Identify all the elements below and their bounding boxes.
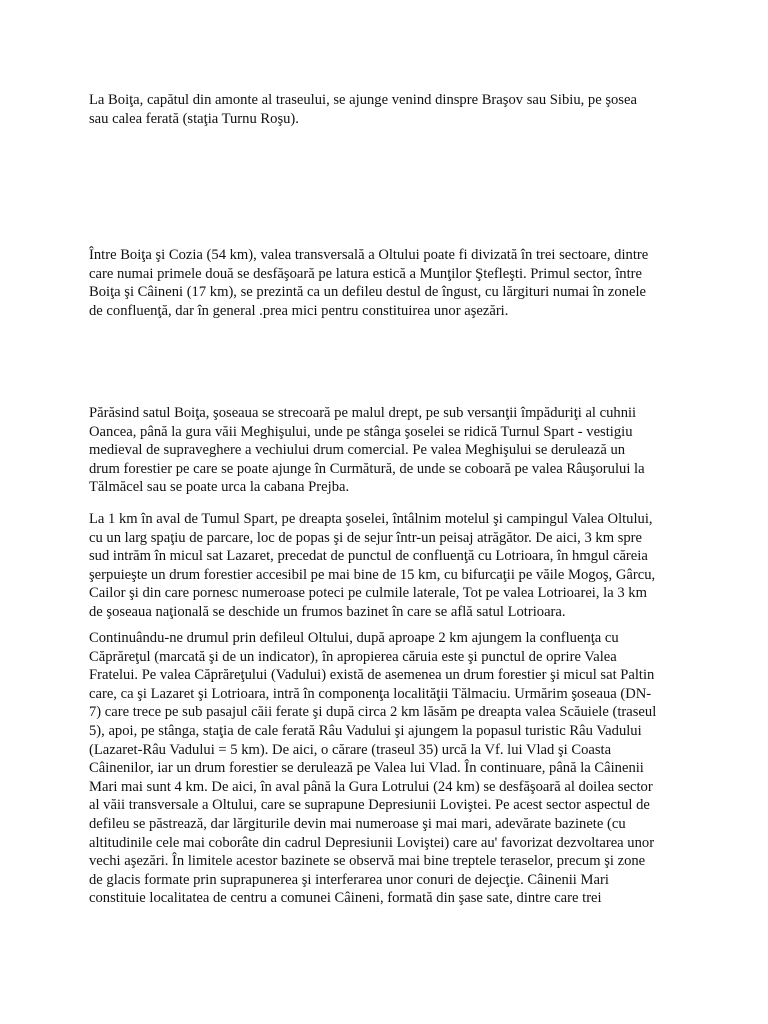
text-line: Boiţa şi Câineni (17 km), se prezintă ca un defileu destul de îngust, cu lărgituri numai în zonele [89, 284, 646, 301]
text-line: Continuându-ne drumul prin defileul Oltului, după aproape 2 km ajungem la confluenţa cu [89, 630, 619, 646]
text-line: medieval de supraveghere a vechiului drum comercial. Pe valea Meghişului se derulează un [89, 442, 626, 459]
text-line: Câinenilor, iar un drum forestier se derulează pe Valea lui Vlad. În continuare, până la Câinenii [89, 760, 644, 777]
text-line: Căprăreţul (marcată şi de un indicator), în apropierea căruia este şi punctul de oprire Valea [89, 648, 617, 665]
text-line: sud intrăm în micul sat Lazaret, precedat de punctul de confluenţă cu Lotrioara, în hmgul căreia [89, 548, 648, 565]
text-line: al văii transversale a Oltului, care se suprapune Depresiunii Loviştei. Pe acest sector aspectul de [89, 797, 650, 814]
text-line: defileu se păstrează, dar lărgiturile devin mai numeroase şi mai mari, adevărate bazinete (cu [89, 815, 626, 832]
paragraph-boita-access [89, 91, 695, 128]
text-line: care, ca şi Lazaret şi Lotrioara, intră în componenţa localităţii Tălmaciu. Urmărim şoseaua (DN- [89, 685, 652, 702]
text-line: Fratelui. Pe valea Căprăreţului (Vadului) există de asemenea un drum forestier şi micul sat Paltin [89, 667, 655, 684]
paragraph-sectors [89, 246, 695, 320]
text-line: Cailor şi din care pornesc numeroase poteci pe culmile laterale, Tot pe valea Lotrioarei, la 3 km [89, 585, 647, 602]
text-line: La Boiţa, capătul din amonte al traseului, se ajunge venind dinspre Braşov sau Sibiu, pe şosea [89, 92, 637, 108]
text-line: de glacis formate prin suprapunerea şi interferarea unor conuri de dejecţie. Câinenii Mari [89, 871, 609, 888]
text-line: şerpuieşte un drum forestier accesibil pe mai bine de 15 km, cu bifurcaţii pe văile Mogoş, Gârcu, [89, 566, 656, 583]
text-line: cu un larg spaţiu de parcare, loc de popas şi de sejur într-un peisaj atrăgător. De aici, 3 km spre [89, 529, 643, 546]
text-line: 5), apoi, pe stânga, staţia de cale ferată Râu Vadului şi ajungem la popasul turistic Râu Vadului [89, 722, 642, 739]
text-line: vechi aşezări. În limitele acestor bazinete se observă mai bine treptele teraselor, precum şi zone [89, 853, 646, 870]
text-line: Tălmăcel sau se poate urca la cabana Prejba. [89, 479, 350, 496]
text-line: de confluenţă, dar în general .prea mici pentru constituirea unor aşezări. [89, 302, 509, 319]
text-line: altitudinile cele mai coborâte din cadrul Depresiunii Loviştei) care au' favorizat dezvoltarea unor [89, 834, 655, 851]
text-line: Oancea, până la gura văii Meghişului, unde pe stânga şoselei se ridică Turnul Spart - vestigiu [89, 423, 633, 440]
text-line: care numai primele două se desfăşoară pe latura estică a Munţilor Ştefleşti. Primul sector, între [89, 265, 642, 282]
paragraph-lazaret-lotrioara [89, 510, 695, 622]
text-line: 7) care trece pe sub pasajul căii ferate şi după circa 2 km lăsăm pe dreapta valea Scăuiele (traseul [89, 704, 657, 721]
text-line: de şoseaua naţională se deschide un frumos bazinet în care se află satul Lotrioara. [89, 603, 566, 620]
text-line: (Lazaret-Râu Vadului = 5 km). De aici, o cărare (traseul 35) urcă la Vf. lui Vlad şi Coasta [89, 741, 612, 758]
text-line: Părăsind satul Boiţa, şoseaua se strecoară pe malul drept, pe sub versanţii împăduriţi al cuhnii [89, 405, 637, 421]
text-line: La 1 km în aval de Tumul Spart, pe dreapta şoselei, întâlnim motelul şi campingul Valea Oltului, [89, 511, 653, 527]
text-line: sau calea ferată (staţia Turnu Roşu). [89, 110, 299, 127]
text-line: Mari mai sunt 4 km. De aici, în aval până la Gura Lotrului (24 km) se desfăşoară al doilea sector [89, 778, 653, 795]
paragraph-caprăreț-caineni [89, 629, 695, 908]
text-line: Între Boiţa şi Cozia (54 km), valea transversală a Oltului poate fi divizată în trei sectoare, dintre [89, 247, 649, 263]
text-line: drum forestier pe care se poate ajunge în Curmătură, de unde se coboară pe valea Râuşorului la [89, 460, 645, 477]
paragraph-turnul-spart [89, 404, 695, 497]
text-line: constituie localitatea de centru a comunei Câineni, formată din şase sate, dintre care trei [89, 890, 602, 907]
